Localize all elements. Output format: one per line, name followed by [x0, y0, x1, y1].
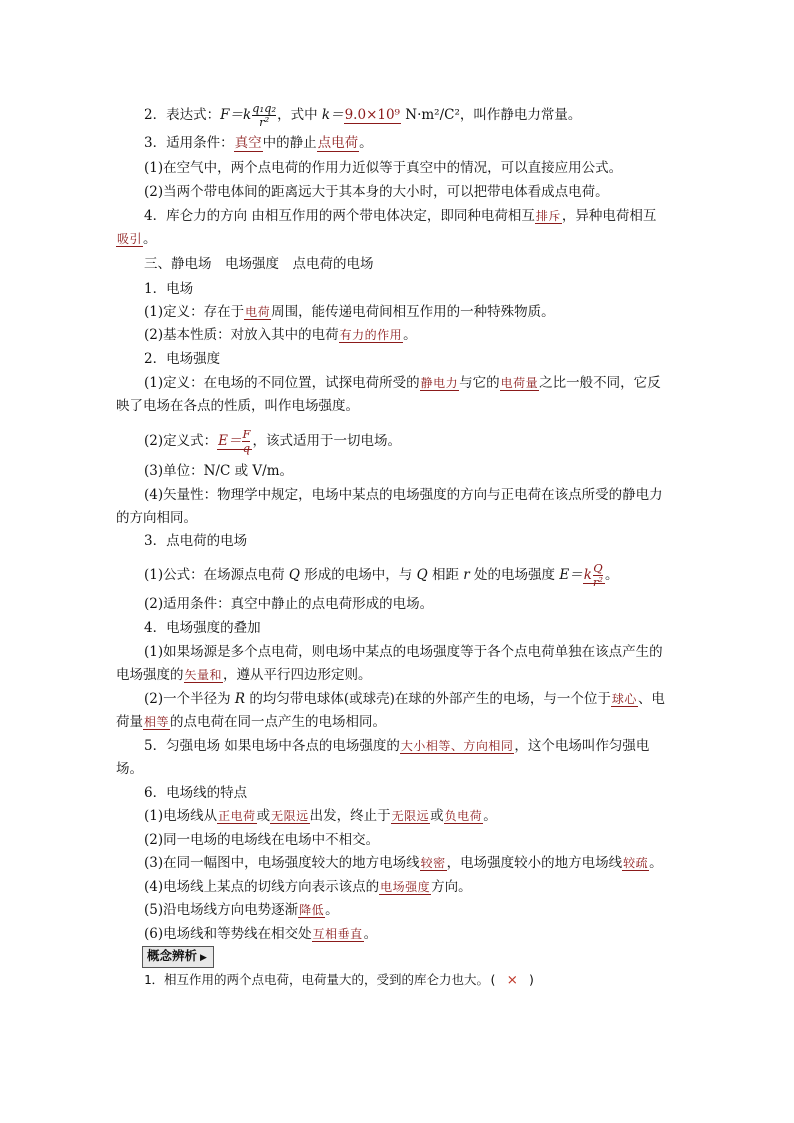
answer-blank: 排斥 — [535, 209, 561, 223]
answer-blank: 无限远 — [271, 809, 309, 823]
paragraph: (3)单位：N/C 或 V/m。 — [144, 463, 293, 479]
text: (3)在同一幅图中，电场强度较大的地方电场线 — [144, 855, 420, 871]
text: ) — [527, 972, 536, 987]
fraction-denominator: q — [242, 441, 251, 455]
fraction-numerator: Q — [593, 561, 603, 575]
text: 4．库仑力的方向 由相互作用的两个带电体决定，即同种电荷相互 — [144, 208, 535, 224]
concept-box — [142, 946, 214, 968]
text: (5)沿电场线方向电势逐渐 — [144, 902, 299, 918]
formula-fraction — [593, 562, 603, 589]
paragraph — [144, 853, 663, 873]
text: ，遵从平行四边形定则。 — [223, 667, 372, 683]
paragraph — [144, 736, 649, 756]
subheading: 1．电场 — [144, 281, 194, 297]
paragraph: (2)同一电场的电场线在电场中不相交。 — [144, 832, 380, 848]
answer-blank: 相等 — [144, 715, 170, 729]
paragraph: 场。 — [116, 761, 143, 777]
text: 出发，终止于 — [309, 808, 391, 824]
section-heading: 三、静电场 电场强度 点电荷的电场 — [144, 256, 374, 272]
text: ，电场强度较小的地方电场线 — [446, 855, 623, 871]
formula-k: k — [242, 107, 252, 123]
text: ，异种电荷相互 — [561, 208, 657, 224]
text: (1)定义：在电场的不同位置，试探电荷所受的 — [144, 375, 420, 391]
line-definition-formula — [144, 428, 401, 455]
text: 。 — [604, 567, 619, 583]
paragraph — [144, 924, 377, 944]
answer-mark: × — [506, 972, 518, 988]
line-force-direction-cont — [116, 229, 157, 249]
text: 中的静止 — [262, 135, 317, 151]
paragraph: (1)如果场源是多个点电荷，则电场中某点的电场强度等于各个点电荷单独在该点产生的 — [144, 644, 663, 660]
paragraph: 的方向相同。 — [116, 510, 197, 526]
text: 方向。 — [431, 879, 472, 895]
text: (1)公式：在场源点电荷 — [144, 567, 289, 583]
paragraph: (2)当两个带电体间的距离远大于其本身的大小时，可以把带电体看成点电荷。 — [144, 184, 609, 200]
text: 或 — [430, 808, 444, 824]
text: 3．适用条件： — [144, 135, 234, 151]
text: 相距 — [427, 567, 464, 583]
text: 。 — [325, 902, 339, 918]
line-coulomb-formula — [144, 102, 581, 129]
answer-blank: 电荷量 — [500, 376, 539, 390]
answer-blank: 降低 — [299, 903, 325, 917]
formula-k: k — [583, 567, 592, 583]
concept-label-text: 概念辨析 — [147, 948, 198, 963]
text: 。 — [143, 231, 157, 247]
symbol: Q — [416, 567, 428, 583]
text: 。 — [359, 135, 373, 151]
judgment-question — [144, 970, 535, 990]
paragraph: (2)适用条件：真空中静止的点电荷形成的电场。 — [144, 596, 434, 612]
answer-blank: 矢量和 — [184, 668, 223, 682]
subheading: 4．电场强度的叠加 — [144, 620, 261, 636]
text: (1)电场线从 — [144, 808, 218, 824]
text: 周围，能传递电荷间相互作用的一种特殊物质。 — [271, 304, 555, 320]
answer-blank: 有力的作用 — [339, 328, 403, 342]
text: (4)电场线上某点的切线方向表示该点的 — [144, 879, 380, 895]
play-arrow-icon: ▶ — [200, 953, 207, 963]
formula-lhs: E＝ — [218, 433, 242, 449]
symbol: r — [463, 567, 470, 583]
answer-blank: 正电荷 — [218, 809, 256, 823]
text: 电场强度的 — [116, 667, 184, 683]
text: 。 — [403, 327, 417, 343]
text: 2．表达式： — [144, 107, 221, 123]
answer-blank: 静电力 — [420, 376, 459, 390]
text: 与它的 — [459, 375, 500, 391]
text: (2)基本性质：对放入其中的电荷 — [144, 327, 339, 343]
text: 或 — [256, 808, 271, 824]
paragraph: (4)矢量性：物理学中规定，电场中某点的电场强度的方向与正电荷在该点所受的静电力 — [144, 487, 663, 503]
text: (2)定义式： — [144, 433, 218, 449]
subheading: 3．点电荷的电场 — [144, 533, 248, 549]
answer-blank: 大小相等、方向相同 — [400, 739, 514, 753]
answer-blank — [217, 427, 252, 455]
subheading: 6．电场线的特点 — [144, 785, 248, 801]
paragraph — [144, 325, 417, 345]
paragraph — [144, 689, 665, 709]
paragraph — [144, 877, 472, 897]
text: ，该式适用于一切电场。 — [252, 433, 401, 449]
text: 。 — [483, 808, 497, 824]
text: 5．匀强电场 如果电场中各点的电场强度的 — [144, 738, 400, 754]
text: 处的电场强度 — [469, 567, 560, 583]
text: 荷量 — [116, 714, 143, 730]
paragraph — [144, 806, 497, 826]
fraction-numerator: F — [242, 427, 251, 441]
text: k＝ — [321, 107, 344, 123]
subheading: 2．电场强度 — [144, 351, 221, 367]
formula-fraction — [252, 102, 276, 129]
symbol: Q — [288, 567, 300, 583]
answer-blank: 负电荷 — [444, 809, 483, 823]
answer-blank: 较疏 — [623, 856, 649, 870]
line-force-direction — [144, 206, 656, 226]
text: 之比一般不同，它反 — [539, 375, 661, 391]
text: 、电 — [637, 691, 665, 707]
fraction-denominator: r² — [259, 115, 270, 129]
formula-lhs: F＝ — [220, 107, 243, 123]
text: 。 — [363, 926, 378, 942]
text: (1)定义：存在于 — [144, 304, 245, 320]
answer-blank: 电荷 — [245, 305, 271, 319]
text: N·m²/C²，叫作静电力常量。 — [400, 107, 582, 123]
text: 的点电荷在同一点产生的电场相同。 — [170, 714, 387, 730]
answer-blank: 较密 — [420, 856, 446, 870]
paragraph: (1)在空气中，两个点电荷的作用力近似等于真空中的情况，可以直接应用公式。 — [144, 160, 623, 176]
answer-blank: 无限远 — [391, 809, 430, 823]
text: (2)一个半径为 — [144, 691, 235, 707]
text: ，这个电场叫作匀强电 — [514, 738, 650, 754]
line-applicable — [144, 133, 373, 153]
formula-fraction — [242, 428, 250, 455]
question-text: 1．相互作用的两个点电荷，电荷量大的，受到的库仑力也大。( — [144, 972, 497, 987]
answer-blank: 球心 — [611, 692, 637, 706]
paragraph: 映了电场在各点的性质，叫作电场强度。 — [116, 398, 359, 414]
paragraph — [144, 302, 555, 322]
text: 形成的电场中，与 — [300, 567, 417, 583]
fraction-denominator: r² — [592, 575, 603, 589]
concept-analysis-label — [142, 946, 214, 968]
answer-blank: 9.0×10⁹ — [344, 107, 400, 123]
answer-blank: 互相垂直 — [312, 927, 363, 941]
formula-lhs: E＝ — [559, 567, 583, 583]
answer-blank: 吸引 — [117, 232, 143, 246]
answer-blank: 点电荷 — [317, 135, 359, 151]
text: 。 — [649, 855, 663, 871]
text: 的均匀带电球体(或球壳)在球的外部产生的电场，与一个位于 — [245, 691, 611, 707]
line-point-charge-formula — [144, 562, 618, 589]
answer-blank: 电场强度 — [380, 880, 431, 894]
paragraph — [144, 900, 339, 920]
paragraph — [144, 373, 661, 393]
paragraph — [116, 665, 372, 685]
fraction-numerator: q₁q₂ — [252, 101, 277, 115]
answer-blank — [583, 561, 605, 589]
symbol: R — [234, 691, 246, 707]
paragraph — [116, 712, 386, 732]
text: ，式中 — [277, 107, 322, 123]
text: (6)电场线和等势线在相交处 — [144, 926, 312, 942]
answer-blank: 真空 — [234, 135, 262, 151]
